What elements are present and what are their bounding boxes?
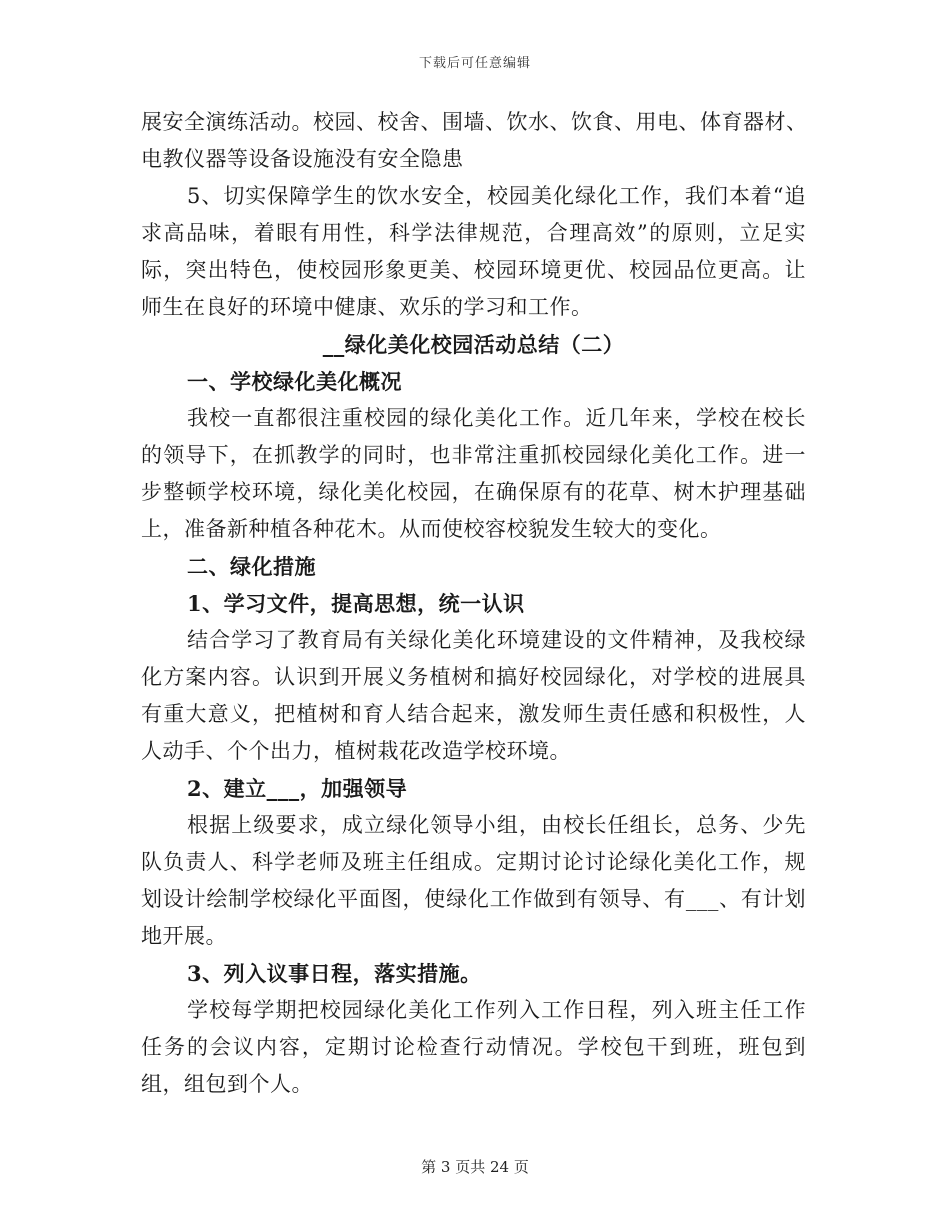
paragraph: 结合学习了教育局有关绿化美化环境建设的文件精神，及我校绿化方案内容。认识到开展义务植树和搞好校园绿化，对学校的进展具有重大意义，把植树和育人结合起来，激发师生责任感和积极性，人人动手、个个出力，植树栽花改造学校环境。 — [141, 628, 806, 763]
subsection-heading: 1、学习文件，提高思想，统一认识 — [187, 591, 525, 616]
paragraph: 根据上级要求，成立绿化领导小组，由校长任组长，总务、少先队负责人、科学老师及班主任组成。定期讨论讨论绿化美化工作，规划设计绘制学校绿化平面图，使绿化工作做到有领导、有___、有计划地开展。 — [141, 813, 806, 948]
page-number: 第 3 页共 24 页 — [421, 1158, 529, 1176]
paragraph: 5、切实保障学生的饮水安全，校园美化绿化工作，我们本着“追求高品味，着眼有用性，科学法律规范，合理高效”的原则，立足实际，突出特色，使校园形象更美、校园环境更优、校园品位更高。让师生在良好的环境中健康、欢乐的学习和工作。 — [141, 184, 806, 319]
paragraph: 我校一直都很注重校园的绿化美化工作。近几年来，学校在校长的领导下，在抓教学的同时，也非常注重抓校园绿化美化工作。进一步整顿学校环境，绿化美化校园，在确保原有的花草、树木护理基础上，准备新种植各种花木。从而使校容校貌发生较大的变化。 — [141, 406, 806, 541]
paragraph-line: 电教仪器等设备设施没有安全隐患 — [141, 147, 464, 171]
section-heading: 二、绿化措施 — [187, 554, 316, 579]
subsection-heading: 3、列入议事日程，落实措施。 — [187, 961, 482, 986]
paragraph: 学校每学期把校园绿化美化工作列入工作日程，列入班主任工作任务的会议内容，定期讨论检查行动情况。学校包干到班，班包到组，组包到个人。 — [141, 998, 806, 1096]
subsection-heading: 2、建立___，加强领导 — [187, 776, 408, 801]
section-title: __绿化美化校园活动总结（二） — [322, 332, 625, 357]
section-heading: 一、学校绿化美化概况 — [187, 369, 402, 394]
page-header: 下载后可任意编辑 — [418, 56, 531, 71]
document-body — [141, 104, 806, 1103]
paragraph-line: 展安全演练活动。校园、校舍、围墙、饮水、饮食、用电、体育器材、 — [141, 110, 808, 134]
